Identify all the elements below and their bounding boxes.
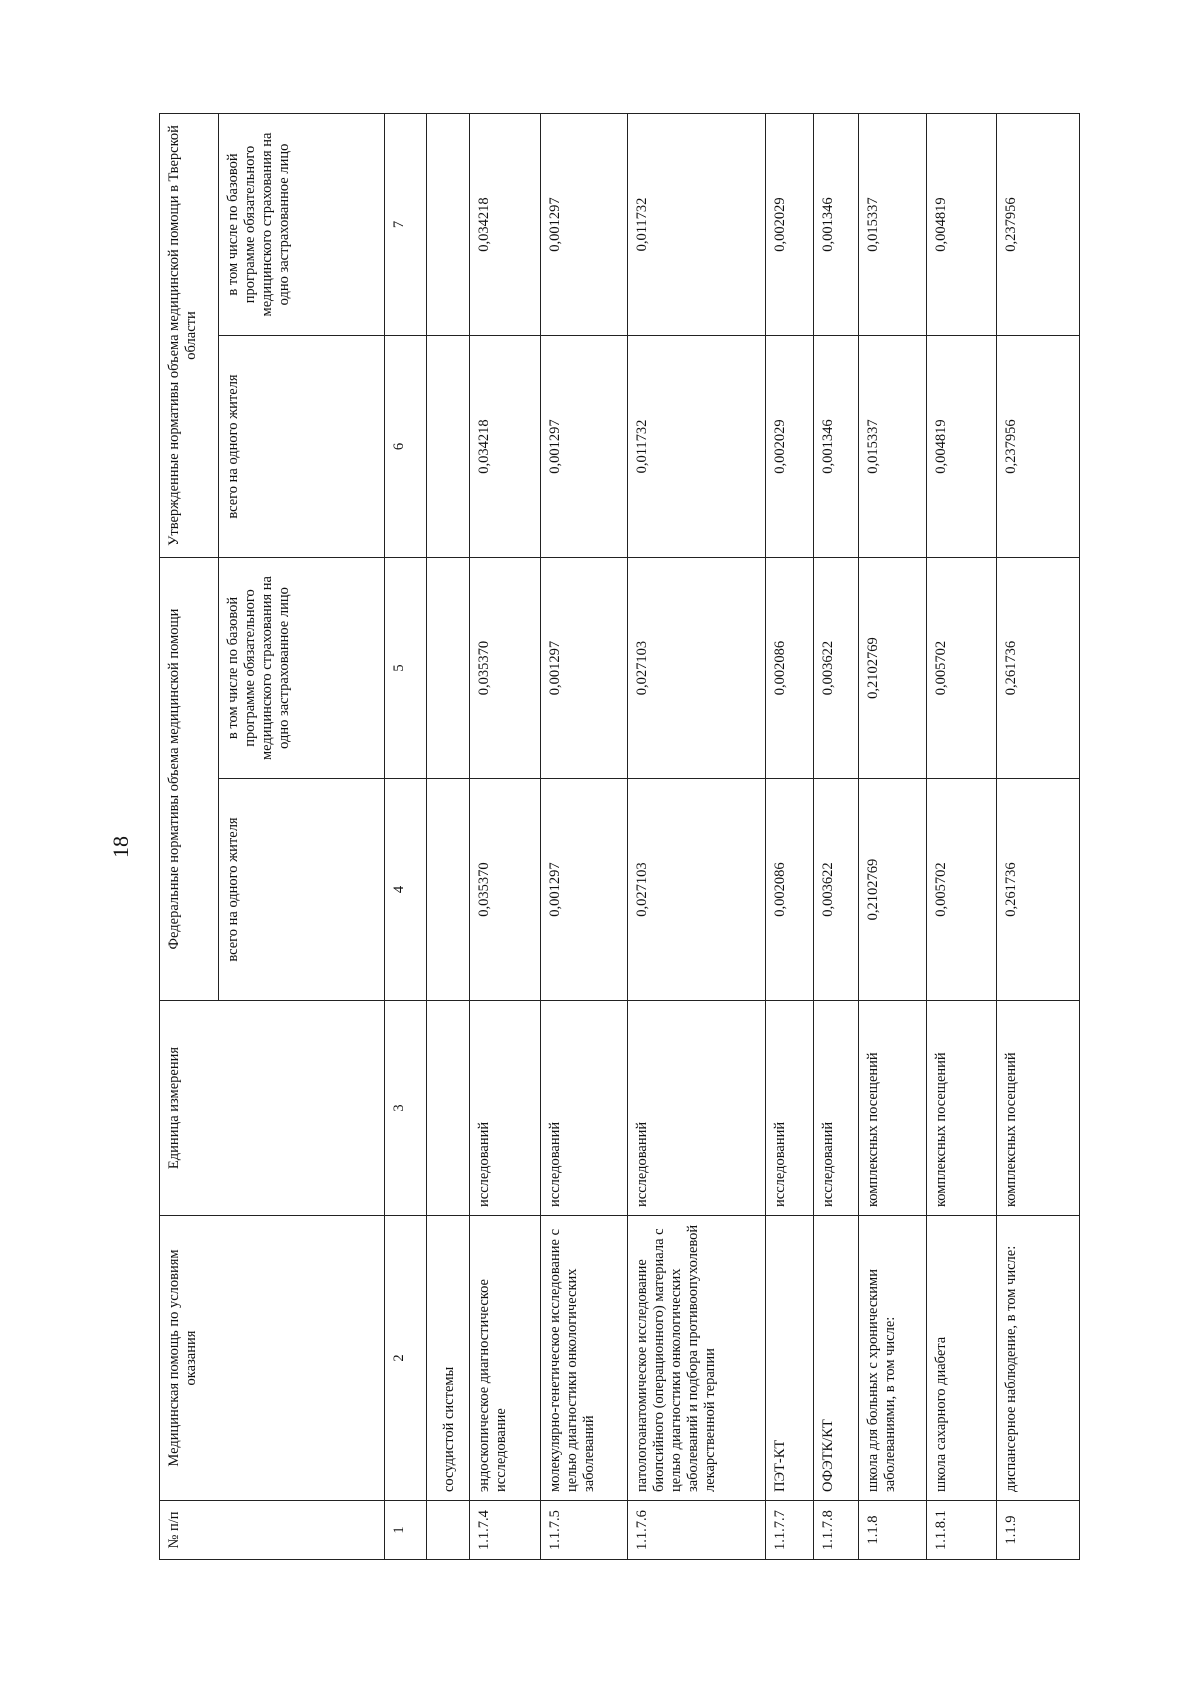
approved-total-value: 0,034218 (469, 336, 540, 558)
row-number: 1.1.7.7 (765, 1501, 813, 1560)
federal-oms-value: 0,003622 (813, 558, 859, 779)
table-cell (427, 1501, 469, 1560)
column-number: 5 (384, 558, 426, 779)
continuation-row (427, 113, 469, 1559)
header-approved-total: всего на одного жителя (219, 336, 385, 558)
approved-oms-value: 0,004819 (927, 113, 997, 335)
federal-total-value: 0,035370 (469, 779, 540, 1001)
row-unit: исследований (813, 1001, 859, 1216)
table-row (540, 113, 627, 1559)
table-row (859, 113, 927, 1559)
header-approved-oms: в том числе по базовой программе обязательного медицинского страхования на одно застрахованное лицо (219, 113, 385, 335)
row-number: 1.1.8.1 (927, 1501, 997, 1560)
row-unit: исследований (627, 1001, 765, 1216)
row-name: школа для больных с хроническими заболеваниями, в том числе: (859, 1216, 927, 1501)
table-cell (427, 558, 469, 779)
header-approved-group: Утвержденные нормативы объема медицинской помощи в Тверской области (160, 113, 219, 557)
approved-oms-value: 0,002029 (765, 113, 813, 335)
row-name: патологоанатомическое исследование биопсийного (операционного) материала с целью диагностики онкологических заболеваний и подбора противоопухолевой лекарственной терапии (627, 1216, 765, 1501)
approved-oms-value: 0,034218 (469, 113, 540, 335)
approved-oms-value: 0,001346 (813, 113, 859, 335)
row-unit: комплексных посещений (859, 1001, 927, 1216)
approved-total-value: 0,004819 (927, 336, 997, 558)
federal-total-value: 0,005702 (927, 779, 997, 1001)
page-number: 18 (108, 836, 133, 858)
approved-total-value: 0,001346 (813, 336, 859, 558)
row-unit: комплексных посещений (997, 1001, 1080, 1216)
approved-total-value: 0,011732 (627, 336, 765, 558)
row-name: школа сахарного диабета (927, 1216, 997, 1501)
federal-oms-value: 0,027103 (627, 558, 765, 779)
approved-oms-value: 0,015337 (859, 113, 927, 335)
federal-total-value: 0,003622 (813, 779, 859, 1001)
column-number: 6 (384, 336, 426, 558)
approved-total-value: 0,001297 (540, 336, 627, 558)
column-number: 4 (384, 779, 426, 1001)
table-row (627, 113, 765, 1559)
row-number: 1.1.7.4 (469, 1501, 540, 1560)
column-number: 7 (384, 113, 426, 335)
column-number-row (384, 113, 426, 1559)
federal-oms-value: 0,002086 (765, 558, 813, 779)
row-name: молекулярно-генетическое исследование с целью диагностики онкологических заболеваний (540, 1216, 627, 1501)
header-federal-oms: в том числе по базовой программе обязательного медицинского страхования на одно застрахованное лицо (219, 558, 385, 779)
approved-oms-value: 0,237956 (997, 113, 1080, 335)
table-row (813, 113, 859, 1559)
row-name: ПЭТ-КТ (765, 1216, 813, 1501)
row-unit: исследований (765, 1001, 813, 1216)
federal-oms-value: 0,035370 (469, 558, 540, 779)
federal-total-value: 0,2102769 (859, 779, 927, 1001)
row-unit: исследований (540, 1001, 627, 1216)
table-row (927, 113, 997, 1559)
table-row (469, 113, 540, 1559)
row-number: 1.1.7.6 (627, 1501, 765, 1560)
table-cell (427, 113, 469, 335)
column-number: 1 (384, 1501, 426, 1560)
federal-total-value: 0,261736 (997, 779, 1080, 1001)
approved-total-value: 0,015337 (859, 336, 927, 558)
row-number: 1.1.7.5 (540, 1501, 627, 1560)
row-number: 1.1.7.8 (813, 1501, 859, 1560)
federal-oms-value: 0,005702 (927, 558, 997, 779)
approved-total-value: 0,002029 (765, 336, 813, 558)
approved-total-value: 0,237956 (997, 336, 1080, 558)
rotated-table-frame (159, 114, 1080, 1560)
header-federal-total: всего на одного жителя (219, 779, 385, 1001)
table-cell (427, 336, 469, 558)
table-cell (427, 779, 469, 1001)
continuation-text: сосудистой системы (427, 1216, 469, 1501)
approved-oms-value: 0,001297 (540, 113, 627, 335)
header-col-unit: Единица измерения (160, 1001, 385, 1216)
column-number: 3 (384, 1001, 426, 1216)
federal-total-value: 0,001297 (540, 779, 627, 1001)
federal-total-value: 0,002086 (765, 779, 813, 1001)
row-name: ОФЭТК/КТ (813, 1216, 859, 1501)
federal-oms-value: 0,001297 (540, 558, 627, 779)
row-name: диспансерное наблюдение, в том числе: (997, 1216, 1080, 1501)
table-cell (427, 1001, 469, 1216)
federal-oms-value: 0,2102769 (859, 558, 927, 779)
header-row-1 (160, 113, 219, 1559)
row-number: 1.1.8 (859, 1501, 927, 1560)
header-col-name: Медицинская помощь по условиям оказания (160, 1216, 385, 1501)
approved-oms-value: 0,011732 (627, 113, 765, 335)
column-number: 2 (384, 1216, 426, 1501)
table-row (765, 113, 813, 1559)
row-number: 1.1.9 (997, 1501, 1080, 1560)
header-federal-group: Федеральные нормативы объема медицинской помощи (160, 558, 219, 1001)
norms-table (159, 113, 1080, 1560)
table-row (997, 113, 1080, 1559)
federal-oms-value: 0,261736 (997, 558, 1080, 779)
row-name: эндоскопическое диагностическое исследование (469, 1216, 540, 1501)
row-unit: исследований (469, 1001, 540, 1216)
header-col-num: № п/п (160, 1501, 385, 1560)
row-unit: комплексных посещений (927, 1001, 997, 1216)
federal-total-value: 0,027103 (627, 779, 765, 1001)
